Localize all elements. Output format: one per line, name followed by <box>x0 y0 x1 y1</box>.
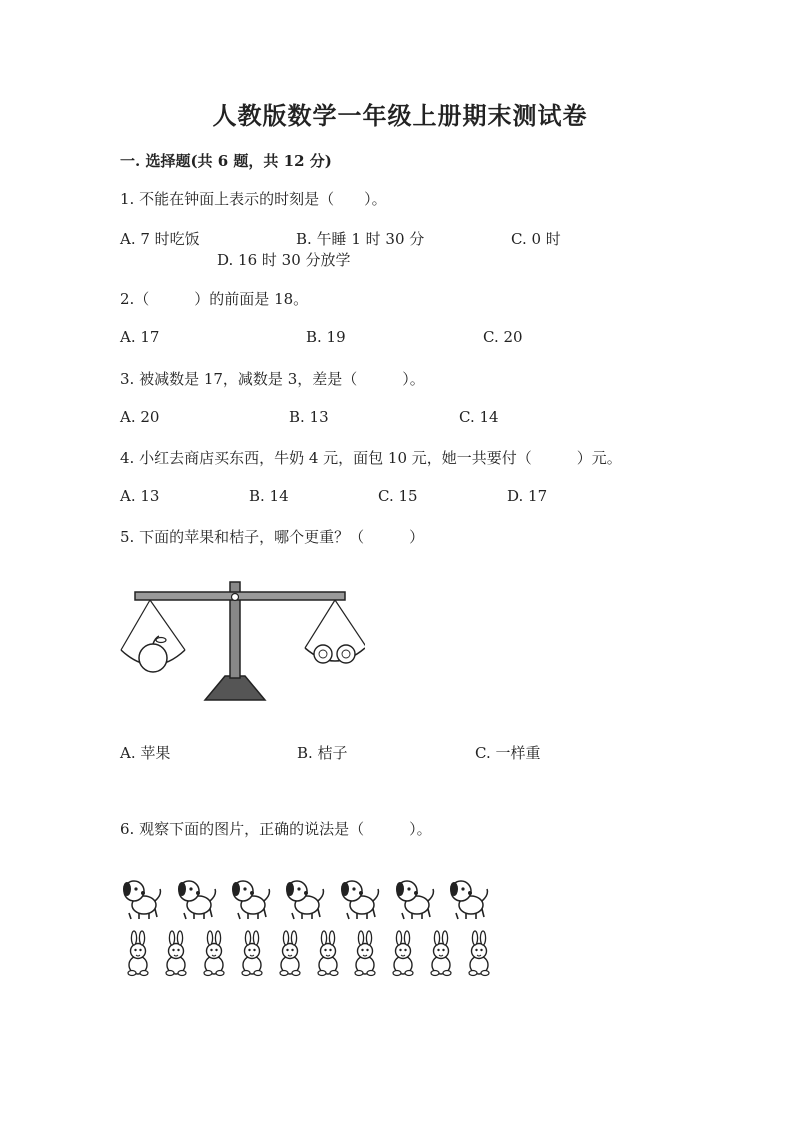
dog-icon <box>341 881 378 919</box>
dog-icon <box>232 881 269 919</box>
q1-option-d[interactable]: D. 16 时 30 分放学 <box>217 251 351 269</box>
rabbit-icon <box>166 931 186 976</box>
rabbit-icon <box>128 931 148 976</box>
q2-option-c[interactable]: C. 20 <box>483 328 523 346</box>
dog-icon <box>178 881 215 919</box>
rabbit-icon <box>431 931 451 976</box>
q4-option-b[interactable]: B. 14 <box>249 487 289 505</box>
q3-option-b[interactable]: B. 13 <box>289 408 329 426</box>
dog-row <box>123 881 487 919</box>
q1-option-a[interactable]: A. 7 时吃饭 <box>120 230 200 248</box>
rabbit-icon <box>242 931 262 976</box>
rabbit-icon <box>280 931 300 976</box>
q3-option-a[interactable]: A. 20 <box>120 408 160 426</box>
q4-option-c[interactable]: C. 15 <box>378 487 418 505</box>
question-4: 4. 小红去商店买东西，牛奶 4 元，面包 10 元，她一共要付（ ）元。 <box>120 449 622 467</box>
dog-icon <box>450 881 487 919</box>
rabbit-icon <box>318 931 338 976</box>
question-1: 1. 不能在钟面上表示的时刻是（ ）。 <box>120 190 387 208</box>
q2-option-a[interactable]: A. 17 <box>120 328 160 346</box>
question-6: 6. 观察下面的图片，正确的说法是（ ）。 <box>120 820 432 838</box>
question-3: 3. 被减数是 17，减数是 3，差是（ ）。 <box>120 370 425 388</box>
page-title: 人教版数学一年级上册期末测试卷 <box>212 101 588 130</box>
rabbit-icon <box>204 931 224 976</box>
q3-option-c[interactable]: C. 14 <box>459 408 499 426</box>
q5-option-a[interactable]: A. 苹果 <box>120 744 171 762</box>
q4-option-d[interactable]: D. 17 <box>507 487 548 505</box>
q5-option-b[interactable]: B. 桔子 <box>297 744 348 762</box>
q1-option-c[interactable]: C. 0 时 <box>511 230 561 248</box>
rabbit-icon <box>393 931 413 976</box>
rabbit-icon <box>355 931 375 976</box>
apple-icon <box>139 636 167 672</box>
rabbit-icon <box>469 931 489 976</box>
orange-icon <box>337 645 355 663</box>
dog-icon <box>396 881 433 919</box>
dog-icon <box>123 881 160 919</box>
q5-option-c[interactable]: C. 一样重 <box>475 744 541 762</box>
balance-scale-figure <box>115 570 365 710</box>
q4-option-a[interactable]: A. 13 <box>120 487 160 505</box>
animals-figure <box>115 870 505 985</box>
section-heading: 一. 选择题(共 6 题，共 12 分) <box>120 152 332 170</box>
q2-option-b[interactable]: B. 19 <box>306 328 346 346</box>
question-5: 5. 下面的苹果和桔子，哪个更重？（ ） <box>120 528 425 546</box>
q1-option-b[interactable]: B. 午睡 1 时 30 分 <box>296 230 425 248</box>
dog-icon <box>286 881 323 919</box>
rabbit-row <box>128 931 489 976</box>
orange-icon <box>314 645 332 663</box>
question-2: 2.（ ）的前面是 18。 <box>120 290 309 308</box>
